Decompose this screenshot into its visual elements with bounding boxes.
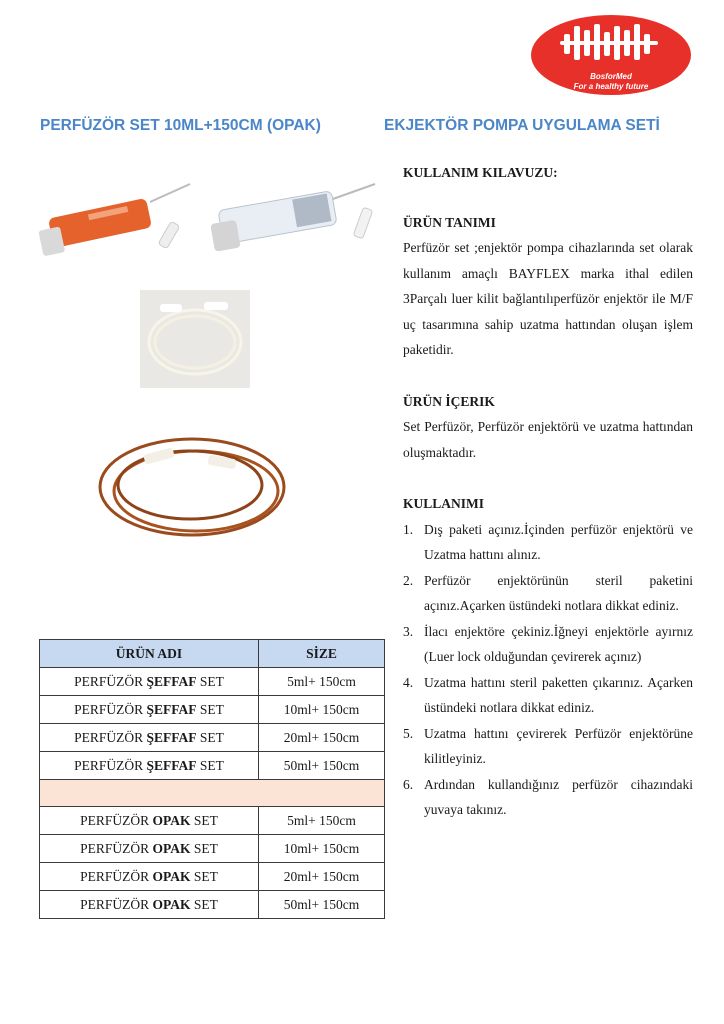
table-row (40, 835, 385, 863)
table-row (40, 807, 385, 835)
step-text: Uzatma hattını çevirerek Perfüzör enjektörüne kilitleyiniz. (424, 725, 693, 766)
product-name-cell: PERFÜZÖR OPAK SET (40, 863, 259, 891)
clear-syringe-icon (210, 184, 375, 252)
product-size-cell: 50ml+ 150cm (259, 752, 385, 780)
logo-brand-text: BosforMed (590, 72, 632, 81)
table-row (40, 891, 385, 919)
guide-title: KULLANIM KILAVUZU: (403, 165, 558, 180)
step-text: Ardından kullandığınız perfüzör cihazındaki yuvaya takınız. (424, 776, 693, 817)
product-category-title: EKJEKTÖR POMPA UYGULAMA SETİ (384, 117, 660, 134)
product-size-cell: 50ml+ 150cm (259, 891, 385, 919)
usage-guide (403, 160, 693, 823)
product-size-cell: 10ml+ 150cm (259, 696, 385, 724)
definition-text: Perfüzör set ;enjektör pompa cihazlarında set olarak kullanım amaçlı BAYFLEX marka ithal edilen 3Parçalı luer kilit bağlantılıperfüzör enjektör ile M/F uç tasarımına sahip uzatma hattından oluşan işlem paketidir. (403, 240, 693, 357)
column-header-name: ÜRÜN ADI (40, 640, 259, 668)
product-name-cell: PERFÜZÖR ŞEFFAF SET (40, 696, 259, 724)
step-number: 4. (403, 674, 414, 690)
product-size-cell: 20ml+ 150cm (259, 724, 385, 752)
table-row (40, 668, 385, 696)
usage-step (403, 568, 693, 619)
product-name-cell: PERFÜZÖR OPAK SET (40, 835, 259, 863)
product-name-cell: PERFÜZÖR OPAK SET (40, 807, 259, 835)
table-separator-row (40, 780, 385, 807)
column-header-size: SİZE (259, 640, 385, 668)
table-row (40, 863, 385, 891)
table-row (40, 696, 385, 724)
product-size-cell: 5ml+ 150cm (259, 668, 385, 696)
step-number: 6. (403, 776, 414, 792)
usage-step (403, 721, 693, 772)
usage-step (403, 670, 693, 721)
usage-step (403, 517, 693, 568)
definition-heading: ÜRÜN TANIMI (403, 214, 496, 230)
step-text: Uzatma hattını steril paketten çıkarınız. Açarken üstündeki notlara dikkat ediniz. (424, 674, 693, 715)
syringes-photo (30, 170, 390, 260)
product-size-cell: 10ml+ 150cm (259, 835, 385, 863)
usage-step (403, 619, 693, 670)
product-name-cell: PERFÜZÖR OPAK SET (40, 891, 259, 919)
step-text: İlacı enjektöre çekiniz.İğneyi enjektörle ayırnız (Luer lock olduğundan çevirerek açınız) (424, 623, 693, 664)
logo-slogan-text: For a healthy future (573, 82, 649, 91)
product-name-cell: PERFÜZÖR ŞEFFAF SET (40, 752, 259, 780)
clear-extension-line-photo (140, 290, 250, 388)
product-size-cell: 20ml+ 150cm (259, 863, 385, 891)
step-text: Dış paketi açınız.İçinden perfüzör enjektörü ve Uzatma hattını alınız. (424, 521, 693, 562)
step-number: 3. (403, 623, 414, 639)
usage-steps-list (403, 517, 693, 823)
separator-cell (40, 780, 385, 807)
usage-step (403, 772, 693, 823)
opaque-extension-line-photo (92, 425, 292, 545)
contents-heading: ÜRÜN İÇERIK (403, 393, 495, 409)
step-number: 5. (403, 725, 414, 741)
table-header-row (40, 640, 385, 668)
bosformed-logo (530, 14, 692, 96)
product-title: PERFÜZÖR SET 10ML+150CM (OPAK) (40, 117, 321, 134)
product-name-cell: PERFÜZÖR ŞEFFAF SET (40, 668, 259, 696)
product-size-cell: 5ml+ 150cm (259, 807, 385, 835)
table-row (40, 724, 385, 752)
product-size-table (39, 639, 385, 919)
product-name-cell: PERFÜZÖR ŞEFFAF SET (40, 724, 259, 752)
step-text: Perfüzör enjektörünün steril paketini açınız.Açarken üstündeki notlara dikkat ediniz. (424, 572, 693, 613)
contents-text: Set Perfüzör, Perfüzör enjektörü ve uzatma hattından oluşmaktadır. (403, 419, 693, 460)
usage-heading: KULLANIMI (403, 496, 485, 511)
step-number: 1. (403, 521, 414, 537)
step-number: 2. (403, 572, 414, 588)
table-row (40, 752, 385, 780)
